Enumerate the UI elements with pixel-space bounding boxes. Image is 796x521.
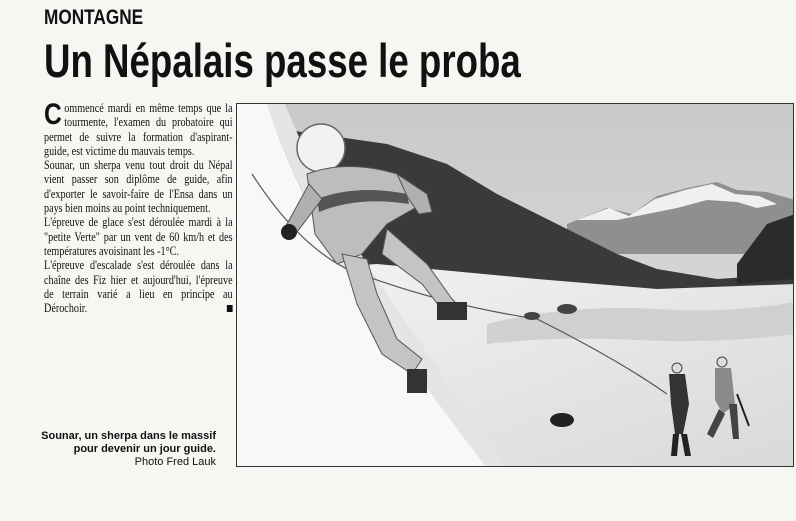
- paragraph-3: L'épreuve de glace s'est déroulée mardi à la "petite Verte" par un vent de 60 km/h et des températures avoisinant les -1°C.: [44, 215, 233, 258]
- paragraph-4-text: L'épreuve d'escalade s'est déroulée dans la chaîne des Fiz hier et aujourd'hui, l'épreuve de terrain varié a lieu en principe au Dérochoir.: [44, 258, 233, 316]
- paragraph-4: [44, 258, 233, 315]
- paragraph-1-text: ommencé mardi en même temps que la tourmente, l'examen du probatoire qui permet de suivre la formation d'aspirant-guide, est victime du mauvais temps.: [44, 101, 233, 158]
- paragraph-1: [44, 98, 233, 158]
- climber-boot-two: [407, 369, 427, 393]
- gear-bag: [550, 413, 574, 427]
- section-kicker: MONTAGNE: [44, 6, 144, 29]
- helmet-icon: [297, 124, 345, 172]
- end-mark-icon: [227, 305, 233, 312]
- paragraph-2: Sounar, un sherpa venu tout droit du Népal vient passer son diplôme de guide, afin d'exporter le savoir-faire de l'Ensa dans un pays bien moins au point techniquement.: [44, 158, 233, 216]
- climber-boot: [437, 302, 467, 320]
- article-body: [44, 98, 233, 316]
- climber-glove: [281, 224, 297, 240]
- drop-cap: C: [44, 98, 62, 131]
- gear-bag-two: [557, 304, 577, 314]
- caption-line-2: pour devenir un jour guide.: [73, 443, 216, 455]
- caption-line-1: Sounar, un sherpa dans le massif: [41, 430, 216, 442]
- photo-credit: Photo Fred Lauk: [134, 456, 216, 468]
- gear-bag-three: [524, 312, 540, 320]
- photo-illustration: [237, 104, 794, 467]
- headline: Un Népalais passe le proba: [44, 34, 521, 87]
- photo-caption: [20, 430, 216, 469]
- article-photo: [236, 103, 794, 467]
